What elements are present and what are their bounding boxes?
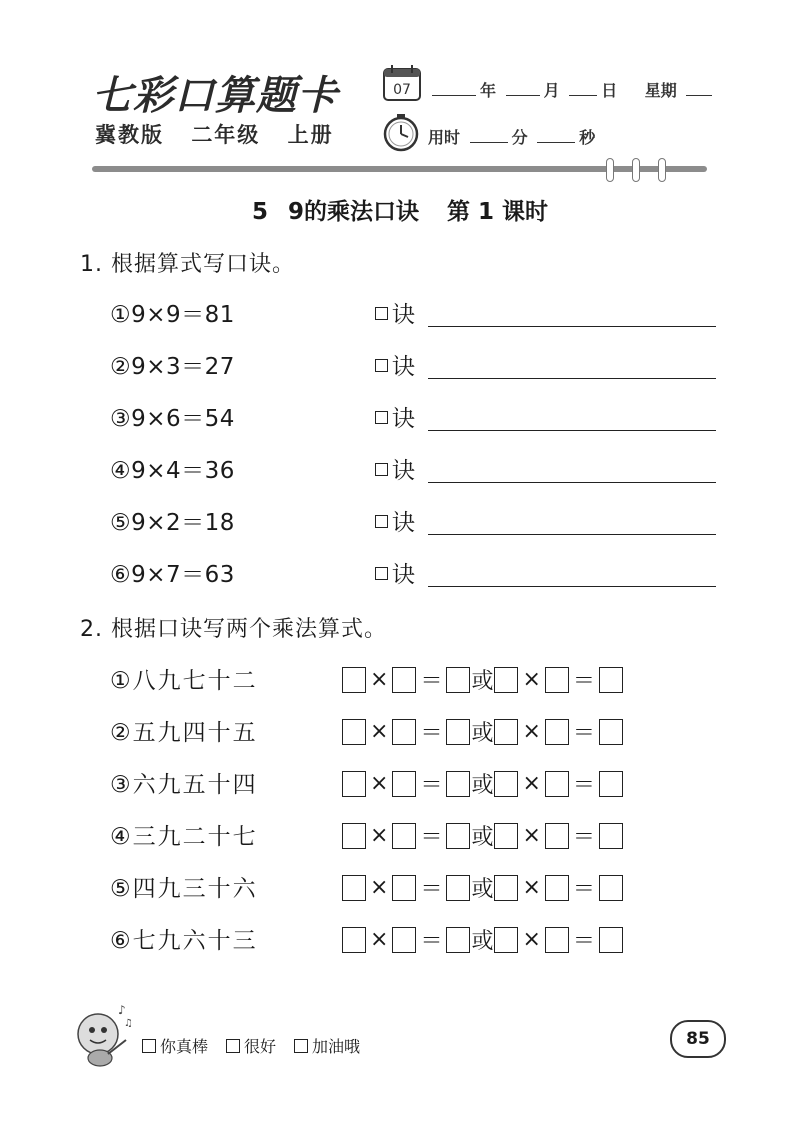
calendar-day: 07 [393, 82, 411, 98]
answer-box[interactable] [342, 771, 366, 797]
svg-text:♪: ♪ [118, 1003, 126, 1017]
svg-text:♫: ♫ [124, 1018, 133, 1029]
day-label: 日 [601, 81, 618, 100]
weekday-label: 星期 [644, 81, 677, 100]
q2-row [110, 818, 670, 854]
answer-box[interactable] [599, 823, 623, 849]
edition-volume: 上册 [287, 123, 334, 147]
q2-rhyme: ④三九二十七 [110, 824, 258, 850]
rhyme-label: 诀 [375, 504, 415, 537]
question-1-heading: 1. 根据算式写口诀。 [80, 252, 295, 277]
checkbox-icon[interactable] [294, 1039, 308, 1053]
q2-rhyme: ①八九七十二 [110, 668, 258, 694]
answer-box[interactable] [392, 927, 416, 953]
answer-box[interactable] [599, 719, 623, 745]
answer-box[interactable] [545, 667, 569, 693]
q1-equation: ①9×9＝81 [110, 302, 235, 328]
binder-ring [632, 158, 640, 182]
checkbox-icon[interactable] [142, 1039, 156, 1053]
rating-option[interactable]: 你真棒 [142, 1034, 208, 1057]
q2-answer-boxes: × ＝ 或 × ＝ [342, 820, 623, 851]
answer-box[interactable] [392, 771, 416, 797]
q2-row [110, 870, 670, 906]
page-number: 85 [670, 1020, 726, 1058]
binder-ring [606, 158, 614, 182]
lesson-period: 第 1 课时 [447, 199, 549, 225]
q2-rhyme: ②五九四十五 [110, 720, 258, 746]
answer-box[interactable] [446, 667, 470, 693]
binder-ring [658, 158, 666, 182]
answer-box[interactable] [545, 875, 569, 901]
answer-box[interactable] [446, 771, 470, 797]
answer-box[interactable] [545, 719, 569, 745]
edition-info [95, 119, 352, 149]
brand-title: 七彩口算题卡 [92, 72, 338, 119]
answer-box[interactable] [342, 927, 366, 953]
time-fill-line [428, 125, 595, 148]
q2-answer-boxes: × ＝ 或 × ＝ [342, 872, 623, 903]
q1-row [110, 348, 720, 384]
answer-box[interactable] [446, 927, 470, 953]
q2-row [110, 922, 670, 958]
q1-equation: ⑤9×2＝18 [110, 510, 235, 536]
answer-box[interactable] [392, 719, 416, 745]
answer-box[interactable] [494, 771, 518, 797]
question-2-heading: 2. 根据口诀写两个乘法算式。 [80, 617, 387, 642]
checkbox-icon[interactable] [226, 1039, 240, 1053]
answer-box[interactable] [599, 771, 623, 797]
edition-publisher: 冀教版 [95, 123, 164, 147]
q1-answer-blank[interactable] [428, 482, 716, 483]
answer-box[interactable] [599, 875, 623, 901]
answer-box[interactable] [446, 875, 470, 901]
q2-rhyme: ⑤四九三十六 [110, 876, 258, 902]
q1-answer-blank[interactable] [428, 586, 716, 587]
edition-grade: 二年级 [191, 123, 261, 147]
q1-equation: ②9×3＝27 [110, 354, 235, 380]
q2-row [110, 662, 670, 698]
header-divider [92, 166, 707, 172]
answer-box[interactable] [342, 875, 366, 901]
answer-box[interactable] [494, 927, 518, 953]
clock-icon [382, 112, 420, 152]
answer-box[interactable] [545, 927, 569, 953]
answer-box[interactable] [392, 823, 416, 849]
q2-answer-boxes: × ＝ 或 × ＝ [342, 716, 623, 747]
rhyme-label: 诀 [375, 296, 415, 329]
q2-answer-boxes: × ＝ 或 × ＝ [342, 768, 623, 799]
q1-equation: ④9×4＝36 [110, 458, 235, 484]
q1-row [110, 504, 720, 540]
minute-label: 分 [511, 128, 528, 147]
q1-row [110, 400, 720, 436]
q2-rhyme: ③六九五十四 [110, 772, 258, 798]
q1-answer-blank[interactable] [428, 534, 716, 535]
lesson-number: 5 [251, 199, 268, 225]
answer-box[interactable] [446, 823, 470, 849]
q1-answer-blank[interactable] [428, 430, 716, 431]
q1-row [110, 296, 720, 332]
rhyme-label: 诀 [375, 452, 415, 485]
answer-box[interactable] [342, 823, 366, 849]
calendar-icon [382, 64, 422, 102]
answer-box[interactable] [392, 875, 416, 901]
answer-box[interactable] [342, 719, 366, 745]
q2-answer-boxes: × ＝ 或 × ＝ [342, 924, 623, 955]
answer-box[interactable] [545, 823, 569, 849]
answer-box[interactable] [494, 719, 518, 745]
rhyme-label: 诀 [375, 400, 415, 433]
answer-box[interactable] [599, 927, 623, 953]
lesson-title [0, 193, 800, 226]
answer-box[interactable] [446, 719, 470, 745]
lesson-name: 9的乘法口诀 [287, 199, 419, 225]
q2-answer-boxes: × ＝ 或 × ＝ [342, 664, 623, 695]
answer-box[interactable] [494, 823, 518, 849]
answer-box[interactable] [599, 667, 623, 693]
time-used-label: 用时 [428, 128, 461, 147]
mascot-guitar-icon [70, 1000, 134, 1072]
q1-answer-blank[interactable] [428, 326, 716, 327]
q1-equation: ③9×6＝54 [110, 406, 235, 432]
year-label: 年 [480, 81, 497, 100]
q1-row [110, 452, 720, 488]
rhyme-label: 诀 [375, 348, 415, 381]
q1-equation: ⑥9×7＝63 [110, 562, 235, 588]
answer-box[interactable] [545, 771, 569, 797]
rating-option[interactable]: 很好 [226, 1034, 276, 1057]
q2-row [110, 766, 670, 802]
answer-box[interactable] [494, 667, 518, 693]
answer-box[interactable] [392, 667, 416, 693]
date-fill-line [428, 78, 716, 101]
second-label: 秒 [579, 128, 596, 147]
answer-box[interactable] [342, 667, 366, 693]
rhyme-label: 诀 [375, 556, 415, 589]
answer-box[interactable] [494, 875, 518, 901]
rating-option[interactable]: 加油哦 [294, 1034, 360, 1057]
q1-answer-blank[interactable] [428, 378, 716, 379]
month-label: 月 [543, 81, 560, 100]
self-rating [142, 1034, 378, 1057]
q1-row [110, 556, 720, 592]
q2-rhyme: ⑥七九六十三 [110, 928, 258, 954]
q2-row [110, 714, 670, 750]
